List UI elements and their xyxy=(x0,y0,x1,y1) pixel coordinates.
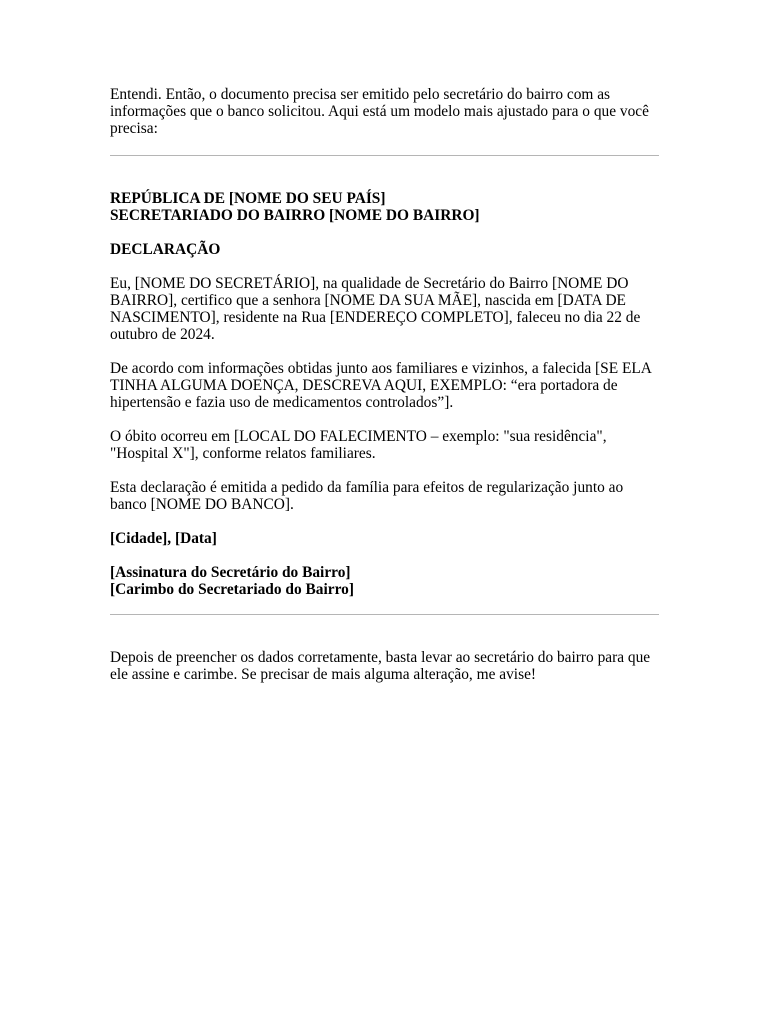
document-title: DECLARAÇÃO xyxy=(110,241,221,258)
declaration-paragraph-3: O óbito ocorreu em [LOCAL DO FALECIMENTO – exemplo: "sua residência", "Hospital X"], conforme relatos familiares. xyxy=(110,428,607,462)
document-header xyxy=(110,190,660,224)
declaration-paragraph-4: Esta declaração é emitida a pedido da família para efeitos de regularização junto ao banco [NOME DO BANCO]. xyxy=(110,479,624,513)
declaration-template xyxy=(110,156,660,598)
outro-paragraph: Depois de preencher os dados corretamente, basta levar ao secretário do bairro para que ele assine e carimbe. Se precisar de mais alguma alteração, me avise! xyxy=(110,649,651,683)
header-secretariat: SECRETARIADO DO BAIRRO [NOME DO BAIRRO] xyxy=(110,207,480,224)
intro-paragraph: Entendi. Então, o documento precisa ser emitido pelo secretário do bairro com as informações que o banco solicitou. Aqui está um modelo mais ajustado para o que você precisa: xyxy=(110,86,649,137)
message-content xyxy=(110,86,660,683)
bottom-divider xyxy=(110,614,659,615)
place-date: [Cidade], [Data] xyxy=(110,530,217,547)
declaration-paragraph-1: Eu, [NOME DO SECRETÁRIO], na qualidade de Secretário do Bairro [NOME DO BAIRRO], certifico que a senhora [NOME DA SUA MÃE], nascida em [DATA DE NASCIMENTO], residente na Rua [ENDEREÇO COMPLETO], faleceu no dia 22 de outubro de 2024. xyxy=(110,275,641,343)
stamp-line: [Carimbo do Secretariado do Bairro] xyxy=(110,581,354,598)
declaration-paragraph-2: De acordo com informações obtidas junto aos familiares e vizinhos, a falecida [SE ELA TINHA ALGUMA DOENÇA, DESCREVA AQUI, EXEMPLO: “era portadora de hipertensão e fazia uso de medicamentos controlados”]. xyxy=(110,360,652,411)
signature-block xyxy=(110,564,660,598)
header-country: REPÚBLICA DE [NOME DO SEU PAÍS] xyxy=(110,190,386,207)
signature-line: [Assinatura do Secretário do Bairro] xyxy=(110,564,351,581)
